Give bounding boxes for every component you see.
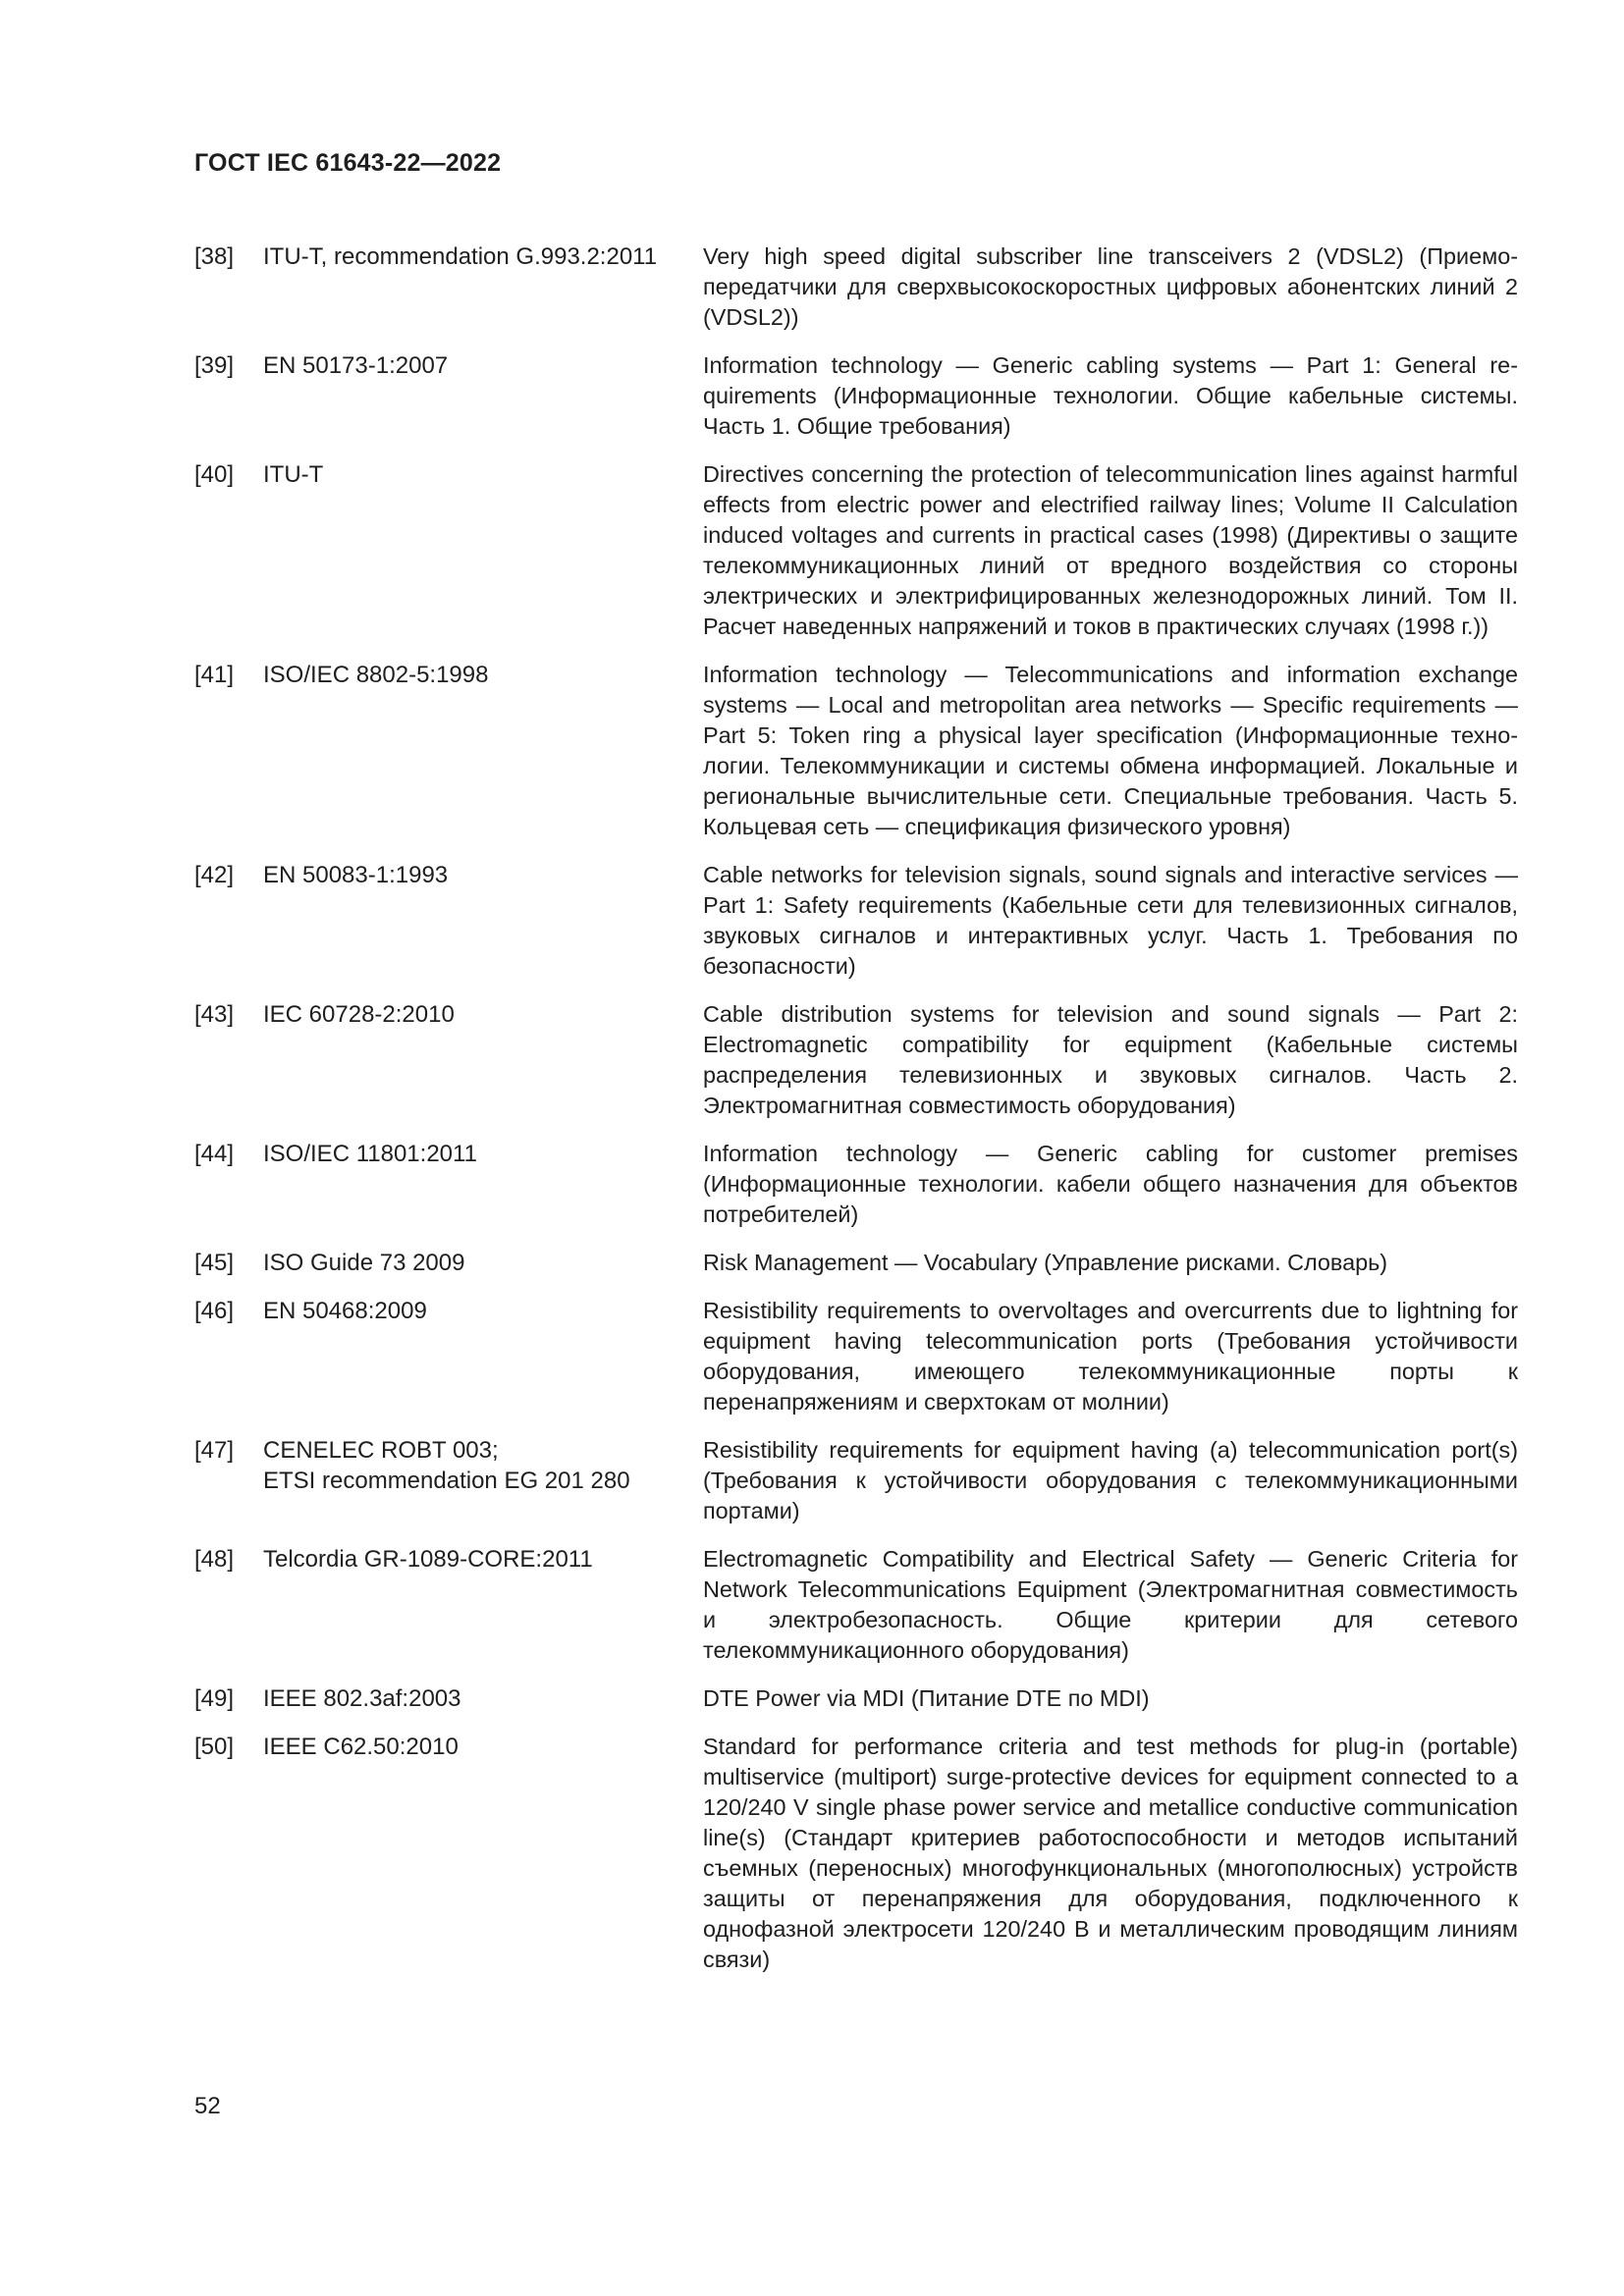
bibliography-entry xyxy=(194,999,1518,1121)
entry-title: Risk Management — Vocabulary (Управление рисками. Словарь) xyxy=(703,1250,1388,1275)
bibliography-entry xyxy=(194,1683,1518,1714)
bibliography-entry xyxy=(194,241,1518,333)
bibliography-entry xyxy=(194,660,1518,842)
entry-title: Standard for performance criteria and test methods for plug-in (portable) multiservice (multiport) surge-protective devices for equipment connected to a 120/240 V single phase power service and metallice conductive communication line(s) (Стандарт критериев работоспособности и методов испытаний съемных (переносных) многофункциональных (многополюсных) устройств защиты от перенапряжения для оборудования, подключенного к однофазной электросети 120/240 В и металлическим проводящим линиям связи) xyxy=(703,1734,1518,1972)
entry-title: Very high speed digital subscriber line transceivers 2 (VDSL2) (Приемопередатчики для сверхвысокоскоростных цифровых абонентских линий 2 (VDSL2)) xyxy=(703,243,1518,330)
bibliography-entry xyxy=(194,1248,1518,1278)
entry-source: IEEE 802.3af:2003 xyxy=(263,1685,461,1712)
bibliography-entry xyxy=(194,1296,1518,1417)
bibliography-entry xyxy=(194,459,1518,642)
entry-number: [50] xyxy=(194,1734,235,1760)
entry-number: [41] xyxy=(194,662,235,688)
bibliography-entry xyxy=(194,1139,1518,1230)
bibliography-entry xyxy=(194,860,1518,982)
entry-source: ITU-T, recommendation G.993.2:2011 xyxy=(263,243,658,270)
entry-title: Resistibility requirements to overvoltages and overcurrents due to lightning for equipment having telecommunication ports (Требования устойчивости оборудования, имеющего телекоммуникационные порты к перенапряжениям и сверхтокам от молнии) xyxy=(703,1298,1518,1415)
entry-number: [47] xyxy=(194,1437,235,1464)
entry-number: [43] xyxy=(194,1001,235,1028)
entry-title: Resistibility requirements for equipment having (a) telecommunication port(s) (Требования к устойчивости оборудования с телекоммуникационными портами) xyxy=(703,1437,1518,1523)
entry-source: EN 50468:2009 xyxy=(263,1298,427,1324)
entry-source: EN 50173-1:2007 xyxy=(263,352,449,379)
entry-number: [48] xyxy=(194,1546,235,1573)
entry-source: Telcordia GR-1089-CORE:2011 xyxy=(263,1546,593,1573)
entry-source: IEC 60728-2:2010 xyxy=(263,1001,455,1028)
entry-title: Directives concerning the protection of telecommunication lines against harmful effects from electric power and electrified railway lines; Volume II Calculation induced voltages and currents in practical cases (1998) (Директивы о защите телекоммуникационных линий от вредного воздействия со стороны электрических и электрифицированных железнодорожных линий. Том II. Расчет наведенных напряжений и токов в практических случаях (1998 г.)) xyxy=(703,461,1518,639)
entry-number: [49] xyxy=(194,1685,235,1712)
bibliography-entry xyxy=(194,1435,1518,1526)
entry-number: [46] xyxy=(194,1298,235,1324)
entry-title: Cable distribution systems for television and sound signals — Part 2: Electromagnetic compatibility for equipment (Кабельные системы распределения телевизионных и звуковых сигналов. Часть 2. Электромагнитная совместимость оборудования) xyxy=(703,1001,1518,1118)
entry-number: [39] xyxy=(194,352,235,379)
bibliography-entry xyxy=(194,350,1518,442)
entry-title: Electromagnetic Compatibility and Electrical Safety — Generic Criteria for Network Telecommunications Equipment (Электромагнитная совместимость и электробезопасность. Общие критерии для сетевого телекоммуникационного оборудования) xyxy=(703,1546,1518,1663)
entry-number: [40] xyxy=(194,461,235,488)
entry-source: ISO/IEC 11801:2011 xyxy=(263,1141,477,1167)
bibliography-entry xyxy=(194,1732,1518,1975)
entry-number: [44] xyxy=(194,1141,235,1167)
entry-source: ISO Guide 73 2009 xyxy=(263,1250,465,1276)
bibliography-entry xyxy=(194,1544,1518,1666)
entry-source: ISO/IEC 8802-5:1998 xyxy=(263,662,489,688)
entry-title: Information technology — Generic cabling systems — Part 1: General requirements (Информационные технологии. Общие кабельные системы. Часть 1. Общие требования) xyxy=(703,352,1518,439)
entry-title: Cable networks for television signals, sound signals and interactive services — Part 1: Safety requirements (Кабельные сети для телевизионных сигналов, звуковых сигналов и интерактивных услуг. Часть 1. Требования по безопасности) xyxy=(703,862,1518,979)
entry-number: [45] xyxy=(194,1250,235,1276)
entry-source: CENELEC ROBT 003; ETSI recommendation EG 201 280 xyxy=(263,1437,630,1494)
document-header: ГОСТ IEC 61643-22—2022 xyxy=(194,149,502,177)
entry-title: Information technology — Telecommunications and information exchange systems — Local and metropolitan area networks — Specific requirements — Part 5: Token ring a physical layer specification (Информационные технологии. Телекоммуникации и системы обмена информацией. Локальные и региональные вычислительные сети. Специальные требования. Часть 5. Кольцевая сеть — спецификация физического уровня) xyxy=(703,662,1518,839)
entry-source: ITU-T xyxy=(263,461,324,488)
entry-source: IEEE C62.50:2010 xyxy=(263,1734,459,1760)
bibliography-list xyxy=(194,241,1518,1993)
entry-title: Information technology — Generic cabling for customer premises (Информационные технологии. кабели общего назначения для объектов потребителей) xyxy=(703,1141,1518,1227)
entry-number: [42] xyxy=(194,862,235,888)
entry-title: DTE Power via MDI (Питание DTE по MDI) xyxy=(703,1685,1150,1711)
entry-source: EN 50083-1:1993 xyxy=(263,862,449,888)
page-number: 52 xyxy=(194,2093,221,2119)
entry-number: [38] xyxy=(194,243,235,270)
